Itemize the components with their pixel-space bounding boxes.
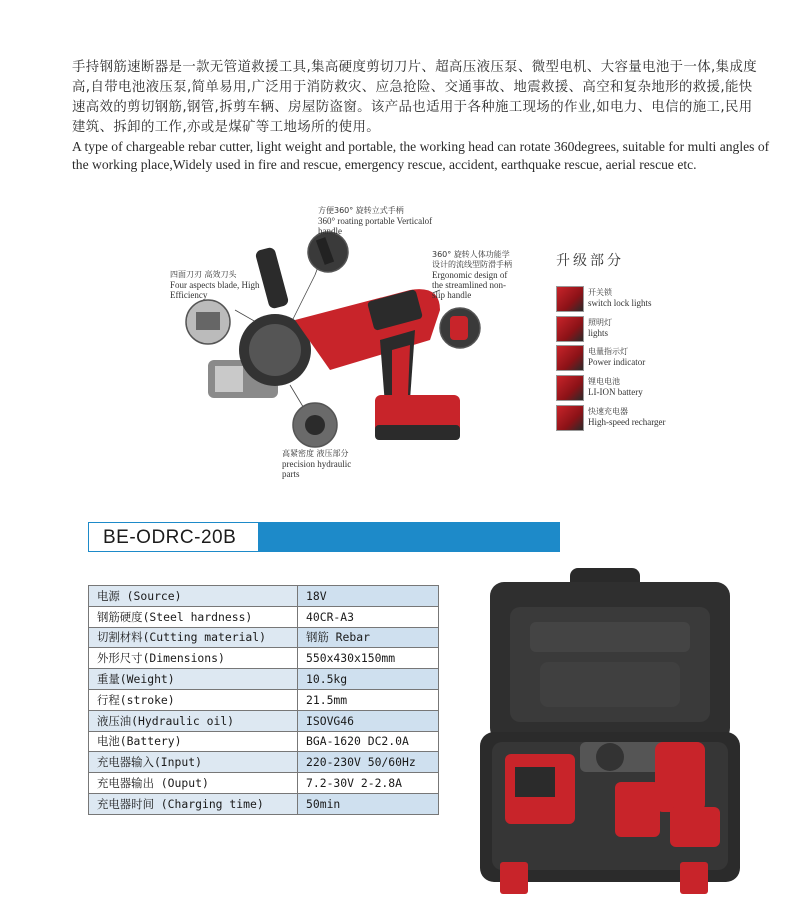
table-row: [89, 586, 439, 607]
case-latch[interactable]: [680, 862, 708, 894]
upgrade-item-en: Power indicator: [588, 357, 646, 367]
spec-label: 重量(Weight): [89, 669, 298, 690]
callout-blade-cn: 四面刀刃 高效刀头: [170, 270, 237, 279]
spec-value: 18V: [298, 586, 439, 607]
battery-spare: [615, 782, 660, 837]
recharger-thumbnail: [556, 405, 584, 431]
spec-label: 外形尺寸(Dimensions): [89, 648, 298, 669]
spec-value: 220-230V 50/60Hz: [298, 752, 439, 773]
callout-handle-en: 360° roating portable Verticalof handle: [318, 216, 433, 236]
spec-label: 行程(stroke): [89, 689, 298, 710]
callout-ergonomic-en: Ergonomic design of the streamlined non-slip handle: [432, 270, 508, 300]
upgrade-item-en: switch lock lights: [588, 298, 652, 308]
intro-chinese: 手持钢筋速断器是一款无管道救援工具,集高硬度剪切刀片、超高压液压泵、微型电机、大容量电池于一体,集成度高,自带电池液压泵,简单易用,广泛用于消防救灾、应急抢险、交通事故、地震救援、高空和复杂地形的救援,能快速高效的剪切钢筋,钢管,拆剪车辆、房屋防盗窗。该产品也适用于各种施工现场的作业,如电力、电信的施工,民用建筑、拆卸的工作,亦或是煤矿等工地场所的使用。: [72, 60, 758, 135]
table-row: [89, 689, 439, 710]
callout-blade-en: Four aspects blade, High Efficiency: [170, 280, 260, 300]
upgrade-item-cn: 开关锁: [588, 288, 612, 297]
power-indicator-thumbnail: [556, 345, 584, 371]
spec-value: BGA-1620 DC2.0A: [298, 731, 439, 752]
callout-handle: [318, 206, 438, 236]
callout-blade: [170, 270, 265, 300]
rebar-cutter-illustration: [170, 200, 550, 490]
table-row: [89, 793, 439, 814]
upgrade-item-cn: 快速充电器: [588, 407, 628, 416]
spec-value: 10.5kg: [298, 669, 439, 690]
spec-label: 电源 (Source): [89, 586, 298, 607]
intro-english: A type of chargeable rebar cutter, light weight and portable, the working head can rotate 360degrees, suitable for multi angles of the working place,Widely used in fire and rescue, emergency rescue, accident, earthquake rescue, aerial rescue etc.: [72, 139, 770, 172]
model-name: BE-ODRC-20B: [88, 522, 258, 552]
spec-value: 40CR-A3: [298, 606, 439, 627]
carrying-case-illustration: [470, 562, 750, 902]
spec-value: 21.5mm: [298, 689, 439, 710]
case-latch[interactable]: [500, 862, 528, 894]
upgrade-title: 升级部分: [556, 253, 624, 269]
battery-thumbnail: [556, 375, 584, 401]
spec-value: 7.2-30V 2-2.8A: [298, 773, 439, 794]
spec-value: ISOVG46: [298, 710, 439, 731]
upgrade-item-en: High-speed recharger: [588, 417, 666, 427]
callout-hydraulic: [282, 449, 362, 479]
table-row: [89, 627, 439, 648]
battery-spare: [670, 807, 720, 847]
table-row: [89, 710, 439, 731]
table-row: [89, 648, 439, 669]
table-row: [89, 669, 439, 690]
upgrade-item-en: LI-ION battery: [588, 387, 643, 397]
upgrade-item-cn: 锂电电池: [588, 377, 620, 386]
table-row: [89, 752, 439, 773]
upgrade-item-cn: 电量指示灯: [588, 347, 628, 356]
spec-label: 切割材料(Cutting material): [89, 627, 298, 648]
table-row: [89, 606, 439, 627]
upgrade-item: [556, 286, 796, 312]
callout-handle-cn: 方便360° 旋转立式手柄: [318, 206, 404, 215]
spec-label: 电池(Battery): [89, 731, 298, 752]
spec-value: 550x430x150mm: [298, 648, 439, 669]
spec-value: 50min: [298, 793, 439, 814]
upgrade-item: [556, 405, 796, 431]
upgrade-item-cn: 照明灯: [588, 318, 612, 327]
table-row: [89, 773, 439, 794]
spec-label: 充电器输出 (Ouput): [89, 773, 298, 794]
spec-label: 液压油(Hydraulic oil): [89, 710, 298, 731]
callout-ergonomic-cn: 360° 旋转人体功能学设计的流线型防滑手柄: [432, 250, 512, 269]
callout-ergonomic: [432, 250, 514, 300]
spec-label: 钢筋硬度(Steel hardness): [89, 606, 298, 627]
switch-lock-thumbnail: [556, 286, 584, 312]
table-row: [89, 731, 439, 752]
spec-table: [88, 585, 439, 815]
spec-label: 充电器输入(Input): [89, 752, 298, 773]
upgrade-item-en: lights: [588, 328, 609, 338]
callout-hydraulic-en: precision hydraulic parts: [282, 459, 352, 479]
upgrade-item: [556, 316, 796, 342]
callout-hydraulic-cn: 高紧密度 液压部分: [282, 449, 349, 458]
spec-label: 充电器时间 (Charging time): [89, 793, 298, 814]
upgrade-item: [556, 345, 796, 371]
lights-thumbnail: [556, 316, 584, 342]
upgrade-item: [556, 375, 796, 401]
spec-value: 钢筋 Rebar: [298, 627, 439, 648]
